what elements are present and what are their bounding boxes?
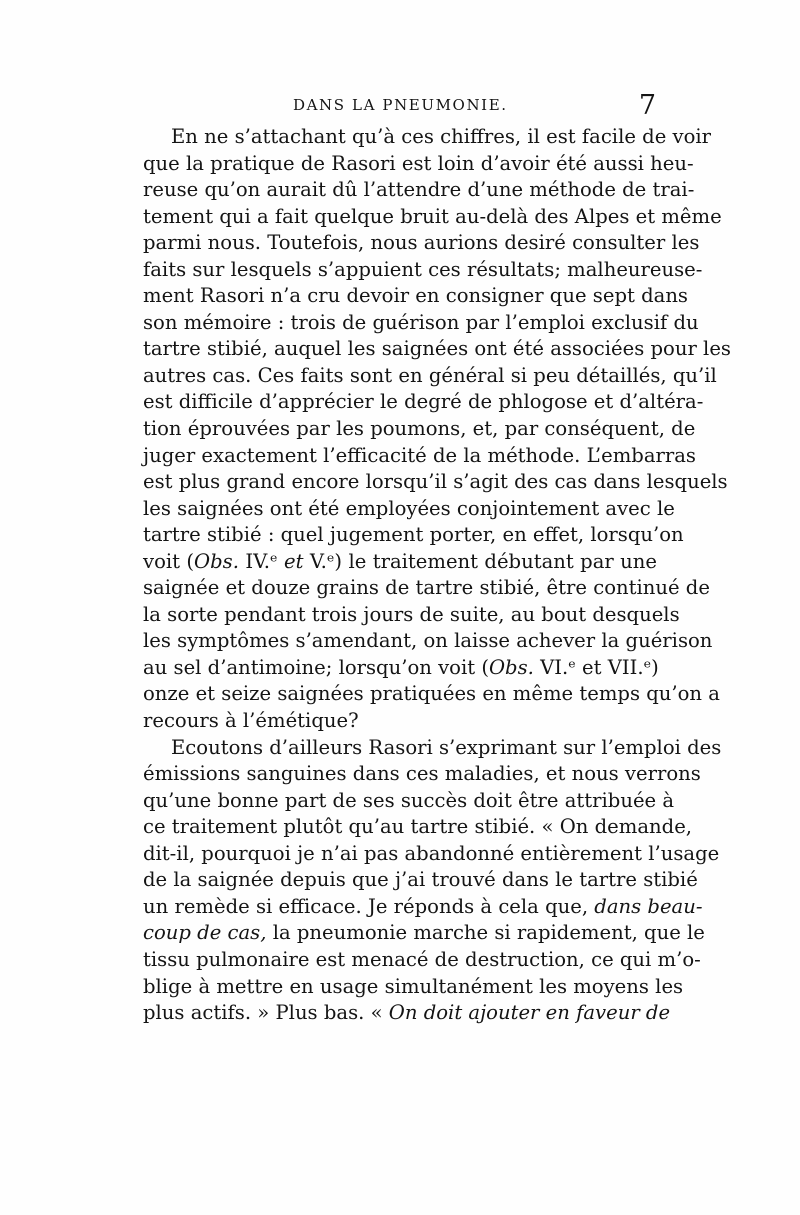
running-title: DANS LA PNEUMONIE. (293, 96, 508, 114)
text-run: un remède si efficace. Je réponds à cela que, (143, 894, 595, 918)
text-run: reuse qu’on aurait dû l’attendre d’une méthode de trai- (143, 178, 695, 202)
text-line (143, 496, 675, 523)
text-line (143, 549, 657, 576)
text-line (143, 947, 701, 974)
running-head (143, 90, 656, 122)
text-run: juger exactement l’efficacité de la méthode. L’embarras (143, 443, 696, 467)
text-run: En ne s’attachant qu’à ces chiffres, il est facile de voir (171, 125, 712, 148)
text-run: onze et seize saignées pratiquées en même temps qu’on a (143, 682, 720, 706)
text-run: que la pratique de Rasori est loin d’avoir été aussi heu- (143, 151, 694, 175)
text-line (143, 575, 710, 602)
page-number: 7 (638, 90, 656, 121)
text-run: la pneumonie marche si rapidement, que le (266, 921, 705, 945)
text-line (143, 336, 731, 363)
text-run: qu’une bonne part de ses succès doit être attribuée à (143, 788, 675, 812)
text-line (143, 735, 722, 762)
text-line (143, 628, 713, 655)
text-line (143, 841, 720, 868)
text-run: au sel d’antimoine; lorsqu’on voit ( (143, 655, 489, 679)
italic-text: Obs. (194, 549, 239, 573)
text-line (143, 788, 675, 815)
text-line (143, 655, 657, 682)
text-run: parmi nous. Toutefois, nous aurions desiré consulter les (143, 231, 700, 255)
body-text (143, 124, 731, 1027)
text-run: V.ᵉ) le traitement débutant par une (303, 549, 657, 573)
text-run: plus actifs. » Plus bas. « (143, 1001, 389, 1025)
text-run: dit-il, pourquoi je n’ai pas abandonné entièrement l’usage (143, 841, 720, 865)
text-line (143, 443, 696, 470)
text-run: faits sur lesquels s’appuient ces résultats; malheureuse- (143, 257, 703, 281)
italic-text: et (284, 549, 304, 573)
italic-text: coup de cas, (143, 921, 267, 945)
italic-text: On doit ajouter en faveur de (388, 1001, 671, 1025)
italic-text: dans beau- (594, 894, 703, 918)
text-line (143, 708, 657, 735)
text-line (143, 310, 699, 337)
text-line (143, 920, 705, 947)
text-line (143, 814, 693, 841)
text-line (143, 681, 720, 708)
text-run: est difficile d’apprécier le degré de phlogose et d’altéra- (143, 390, 704, 414)
text-line (143, 974, 684, 1001)
text-run: les symptômes s’amendant, on laisse achever la guérison (143, 629, 713, 653)
text-line (143, 894, 703, 921)
text-run: tartre stibié, auquel les saignées ont été associées pour les (143, 337, 731, 361)
text-run: son mémoire : trois de guérison par l’emploi exclusif du (143, 310, 699, 334)
text-line (143, 761, 701, 788)
text-run: Ecoutons d’ailleurs Rasori s’exprimant sur l’emploi des (171, 735, 722, 759)
text-run: ce traitement plutôt qu’au tartre stibié. « On demande, (143, 815, 693, 839)
text-line (143, 124, 712, 151)
text-line (143, 522, 684, 549)
text-run: saignée et douze grains de tartre stibié, être continué de (143, 576, 710, 600)
text-run: voit ( (143, 549, 195, 573)
text-run: IV.ᵉ (238, 549, 284, 573)
text-run: est plus grand encore lorsqu’il s’agit des cas dans lesquels (143, 470, 728, 494)
text-line (143, 151, 694, 178)
text-run: tissu pulmonaire est menacé de destruction, ce qui m’o- (143, 947, 701, 971)
text-line (143, 389, 704, 416)
text-run: ment Rasori n’a cru devoir en consigner que sept dans (143, 284, 688, 308)
text-run: autres cas. Ces faits sont en général si peu détaillés, qu’il (143, 363, 717, 387)
text-line (143, 416, 696, 443)
text-run: tartre stibié : quel jugement porter, en effet, lorsqu’on (143, 523, 684, 547)
text-run: tion éprouvées par les poumons, et, par conséquent, de (143, 417, 696, 441)
text-line (143, 177, 695, 204)
text-line (143, 1000, 671, 1027)
text-line (143, 867, 698, 894)
text-run: blige à mettre en usage simultanément les moyens les (143, 974, 684, 998)
text-line (143, 204, 722, 231)
text-line (143, 283, 688, 310)
text-line (143, 602, 680, 629)
text-run: tement qui a fait quelque bruit au-delà des Alpes et même (143, 204, 722, 228)
text-run: VI.ᵉ et VII.ᵉ) (533, 655, 659, 679)
text-line (143, 257, 703, 284)
text-line (143, 469, 728, 496)
text-run: recours à l’émétique? (143, 709, 359, 733)
text-line (143, 230, 700, 257)
italic-text: Obs. (488, 655, 534, 679)
text-run: la sorte pendant trois jours de suite, au bout desquels (143, 602, 680, 626)
text-run: de la saignée depuis que j’ai trouvé dans le tartre stibié (143, 868, 698, 892)
text-line (143, 363, 717, 390)
text-run: les saignées ont été employées conjointement avec le (143, 496, 675, 520)
text-run: émissions sanguines dans ces maladies, et nous verrons (143, 762, 701, 786)
